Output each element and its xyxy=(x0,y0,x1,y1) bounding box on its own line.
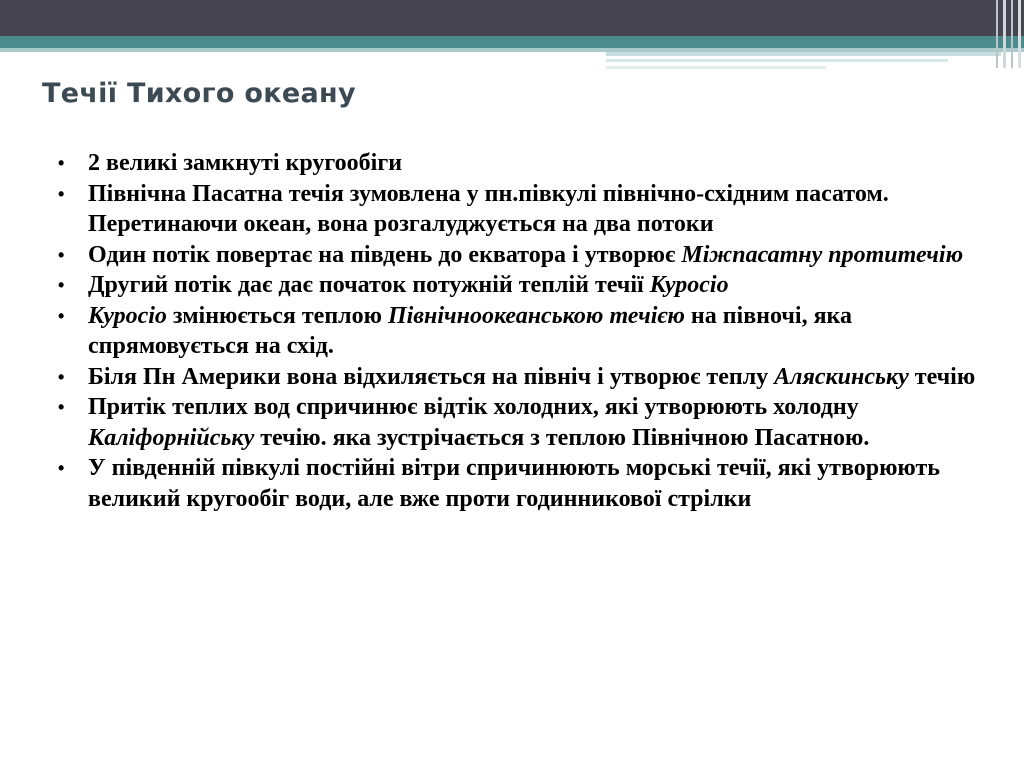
header-vertical-line xyxy=(996,0,998,68)
bullet-italic-text: Каліфорнійську xyxy=(88,424,255,451)
header-vertical-line xyxy=(1018,0,1021,68)
bullet-text: У південній півкулі постійні вітри спричинюють морські течії, які утворюють великий кругообіг води, але вже проти годинникової стрілки xyxy=(88,455,940,512)
header-vertical-line xyxy=(1003,0,1006,68)
bullet-item xyxy=(58,392,978,453)
bullet-italic-text: Міжпасатну протитечію xyxy=(681,241,964,268)
bullet-text: Біля Пн Америки вона відхиляється на північ і утворює теплу xyxy=(88,363,775,390)
bullet-list xyxy=(58,148,978,514)
header-vertical-line xyxy=(1011,0,1013,68)
bullet-text: Притік теплих вод спричинює відтік холодних, які утворюють холодну xyxy=(88,394,859,420)
bullet-item xyxy=(58,301,978,362)
bullet-item xyxy=(58,179,978,240)
bullet-text: течію xyxy=(908,363,976,390)
bullet-item xyxy=(58,270,978,301)
header-stripe xyxy=(606,59,948,62)
bullet-text: Другий потік дає дає початок потужній теплій течії xyxy=(88,272,650,298)
header-stripe xyxy=(606,52,1001,56)
bullet-italic-text: Північноокеанською течією xyxy=(387,302,685,329)
header-teal-band xyxy=(0,36,1024,48)
bullet-item xyxy=(58,453,978,514)
bullet-text: Північна Пасатна течія зумовлена у пн.півкулі північно-східним пасатом. Перетинаючи океан, вона розгалуджується на два потоки xyxy=(88,180,889,237)
bullet-item xyxy=(58,240,978,271)
bullet-text: на півночі, яка спрямовується на схід. xyxy=(88,302,853,359)
header-dark-band xyxy=(0,0,1024,36)
slide-title: Течії Тихого океану xyxy=(42,78,356,109)
header-stripe xyxy=(606,66,826,69)
bullet-text: течію. яка зустрічається з теплою Північною Пасатною. xyxy=(254,424,870,451)
bullet-text: Один потік повертає на південь до екватора і утворює xyxy=(88,241,682,268)
bullet-text: змінюється теплою xyxy=(166,302,388,329)
bullet-italic-text: Аляскинську xyxy=(774,363,909,390)
bullet-item xyxy=(58,362,978,393)
bullet-text: 2 великі замкнуті кругообіги xyxy=(88,150,403,176)
bullet-item xyxy=(58,148,978,179)
bullet-italic-text: Куросіо xyxy=(649,272,729,298)
bullet-italic-text: Куросіо xyxy=(88,302,167,329)
